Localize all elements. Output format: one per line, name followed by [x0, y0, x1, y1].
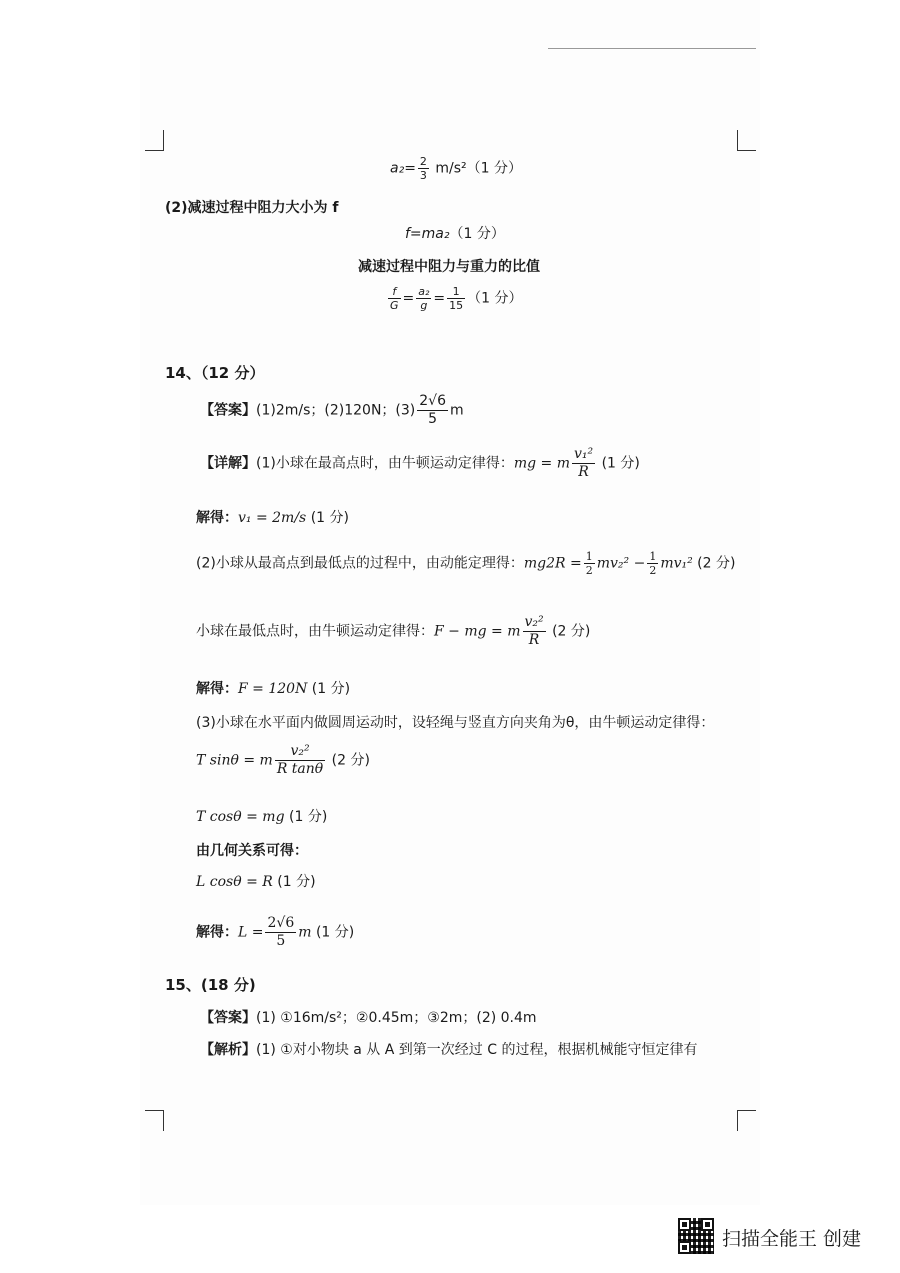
answer-den: 5 — [428, 410, 438, 427]
q14-title: 14、（12 分） — [165, 364, 265, 382]
q14-solve1 — [196, 507, 349, 527]
score: (1 分) — [307, 681, 351, 697]
ratio-one: 1 — [447, 285, 465, 299]
q14-solve3 — [196, 915, 354, 950]
q14-answer — [200, 393, 464, 428]
crop-mark-bottom-right — [737, 1110, 756, 1131]
eq-L-expr: L cosθ = R — [196, 874, 273, 890]
crop-mark-bottom-left — [145, 1110, 164, 1131]
half-den: 2 — [585, 564, 593, 578]
eq-sin-num: v₂² — [275, 743, 325, 761]
q15-title: 15、(18 分) — [165, 976, 256, 994]
detail-text: (1)小球在最高点时，由牛顿运动定律得： — [256, 455, 514, 472]
solve3-den: 5 — [276, 932, 286, 949]
q14-lowest — [196, 614, 590, 649]
detail-den: R — [578, 463, 589, 480]
lowest-lhs: F − mg = m — [434, 623, 521, 640]
solve-label: 解得： — [196, 510, 238, 526]
solve-label: 解得： — [196, 924, 238, 941]
score: （1 分） — [466, 160, 522, 177]
q14-part2 — [196, 550, 735, 577]
solve-label: 解得： — [196, 681, 238, 697]
q14-eq-sin — [196, 743, 370, 778]
score: (1 分) — [272, 874, 316, 890]
detail-label: 【详解】 — [200, 455, 256, 472]
q13-part2-title: (2)减速过程中阻力大小为 f — [165, 200, 339, 216]
f-expr: f=ma₂ — [405, 226, 450, 242]
header-rule — [548, 48, 756, 49]
eq-cos-expr: T cosθ = mg — [196, 809, 285, 825]
ratio-fifteen: 15 — [449, 299, 464, 313]
score: (1 分) — [311, 924, 355, 941]
half-num: 1 — [649, 550, 657, 563]
analysis-label: 【解析】 — [200, 1042, 256, 1058]
ratio-title: 减速过程中阻力与重力的比值 — [358, 259, 540, 275]
answer-text: (1)2m/s；(2)120N；(3) — [256, 402, 416, 419]
score: （1 分） — [449, 226, 505, 242]
lowest-den: R — [528, 631, 540, 648]
q14-detail — [200, 446, 640, 481]
part2-text: (2)小球从最高点到最低点的过程中，由动能定理得： — [196, 555, 524, 572]
half-num: 1 — [585, 550, 593, 563]
score: (1 分) — [597, 455, 640, 472]
a2-unit: m/s² — [430, 160, 467, 177]
a2-num: 2 — [419, 155, 427, 168]
f-equation — [405, 223, 505, 243]
score: （1 分） — [467, 290, 523, 307]
lowest-text: 小球在最低点时，由牛顿运动定律得： — [196, 623, 434, 640]
answer-label: 【答案】 — [200, 402, 256, 419]
solve2-expr: F = 120N — [238, 681, 308, 697]
eq-sin-den: R tanθ — [276, 760, 324, 777]
answer-num: 2√6 — [419, 393, 446, 409]
crop-mark-top-left — [145, 130, 164, 151]
q15-analysis-text: (1) ①对小物块 a 从 A 到第一次经过 C 的过程，根据机械能守恒定律有 — [256, 1042, 698, 1058]
part2-tail: mv₁² — [660, 555, 693, 572]
watermark-text: 扫描全能王 创建 — [722, 1228, 862, 1250]
score: (2 分) — [547, 623, 591, 640]
eq-sin-lhs: T sinθ = m — [196, 752, 273, 769]
q15-analysis — [200, 1039, 697, 1059]
q14-eq-cos — [196, 806, 327, 826]
ratio-G: G — [390, 299, 399, 313]
q14-geo: 由几何关系可得： — [196, 843, 308, 859]
q14-eq-L — [196, 871, 316, 891]
solve3-num: 2√6 — [267, 915, 295, 931]
detail-num: v₁² — [574, 446, 594, 462]
a2-den: 3 — [419, 169, 427, 183]
lowest-num: v₂² — [524, 614, 544, 630]
a2-equation — [390, 155, 522, 182]
solve1-expr: v₁ = 2m/s — [238, 510, 307, 526]
q14-part3: (3)小球在水平面内做圆周运动时，设轻绳与竖直方向夹角为θ，由牛顿运动定律得： — [196, 715, 715, 731]
half-den: 2 — [649, 564, 657, 578]
q15-answer — [200, 1007, 537, 1027]
part2-mid: mv₂² − — [596, 555, 646, 572]
a2-lhs: a₂= — [390, 160, 416, 177]
q14-solve2 — [196, 678, 350, 698]
part2-lhs: mg2R = — [523, 555, 582, 572]
score: (2 分) — [327, 752, 370, 769]
answer-label: 【答案】 — [200, 1010, 256, 1026]
ratio-f: f — [388, 285, 401, 299]
score: (1 分) — [306, 510, 349, 526]
ratio-equation: $\frac{f}{G}$ = $\frac{\text{a₂}}{g}$ = $\frac{1}{15}$ （1 分） — [390, 285, 523, 313]
ratio-a2: a₂ — [418, 285, 430, 298]
answer-unit: m — [450, 402, 464, 419]
solve3-lhs: L = — [238, 924, 264, 941]
score: (1 分) — [284, 809, 328, 825]
solve3-unit: m — [298, 924, 312, 941]
q15-answer-text: (1) ①16m/s²；②0.45m；③2m；(2) 0.4m — [256, 1010, 537, 1026]
detail-lhs: mg = m — [513, 455, 570, 472]
ratio-g: g — [420, 299, 428, 313]
score: (2 分) — [692, 555, 736, 572]
qr-code-icon — [678, 1218, 714, 1254]
crop-mark-top-right — [737, 130, 756, 151]
